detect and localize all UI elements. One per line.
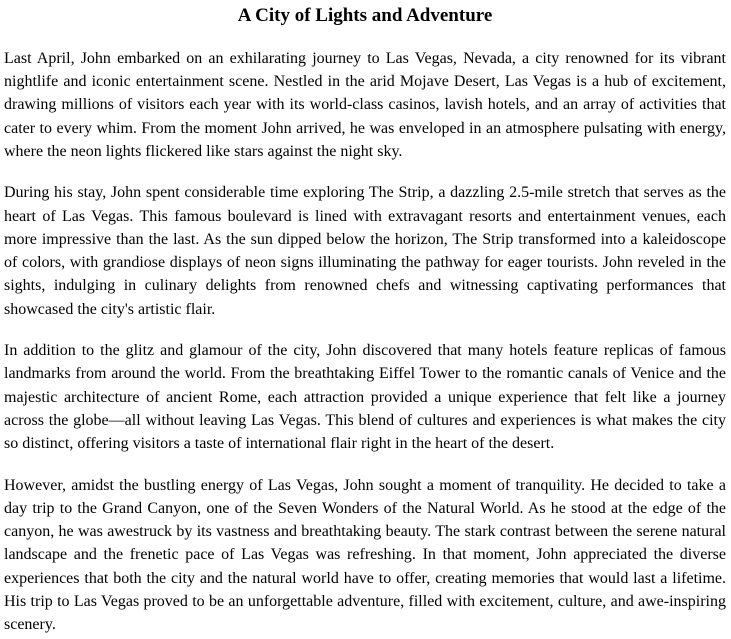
paragraph-1: Last April, John embarked on an exhilarating journey to Las Vegas, Nevada, a city renowned for its vibrant nightlife and iconic entertainment scene. Nestled in the arid Mojave Desert, Las Vegas is a hub of excitement, drawing millions of visitors each year with its world-class casinos, lavish hotels, and an array of activities that cater to every whim. From the moment John arrived, he was enveloped in an atmosphere pulsating with energy, where the neon lights flickered like stars against the night sky.: [4, 49, 726, 160]
paragraph-4: However, amidst the bustling energy of Las Vegas, John sought a moment of tranquility. He decided to take a day trip to the Grand Canyon, one of the Seven Wonders of the Natural World. As he stood at the edge of the canyon, he was awestruck by its vastness and breathtaking beauty. The stark contrast between the serene natural landscape and the frenetic pace of Las Vegas was refreshing. In that moment, John appreciated the diverse experiences that both the city and the natural world have to offer, creating memories that would last a lifetime. His trip to Las Vegas proved to be an unforgettable adventure, filled with excitement, culture, and awe-inspiring scenery.: [4, 476, 726, 634]
page-title: A City of Lights and Adventure: [237, 5, 493, 26]
paragraph-2: During his stay, John spent considerable time exploring The Strip, a dazzling 2.5-mile stretch that serves as the heart of Las Vegas. This famous boulevard is lined with extravagant resorts and entertainment venues, each more impressive than the last. As the sun dipped below the horizon, The Strip transformed into a kaleidoscope of colors, with grandiose displays of neon signs illuminating the pathway for eager tourists. John reveled in the sights, indulging in culinary delights from renowned chefs and witnessing captivating performances that showcased the city's artistic flair.: [4, 184, 726, 318]
paragraph-3: In addition to the glitz and glamour of the city, John discovered that many hotels feature replicas of famous landmarks from around the world. From the breathtaking Eiffel Tower to the romantic canals of Venice and the majestic architecture of ancient Rome, each attraction provided a unique experience that felt like a journey across the globe—all without leaving Las Vegas. This blend of cultures and experiences is what makes the city so distinct, offering visitors a taste of international flair right in the heart of the desert.: [4, 342, 726, 453]
